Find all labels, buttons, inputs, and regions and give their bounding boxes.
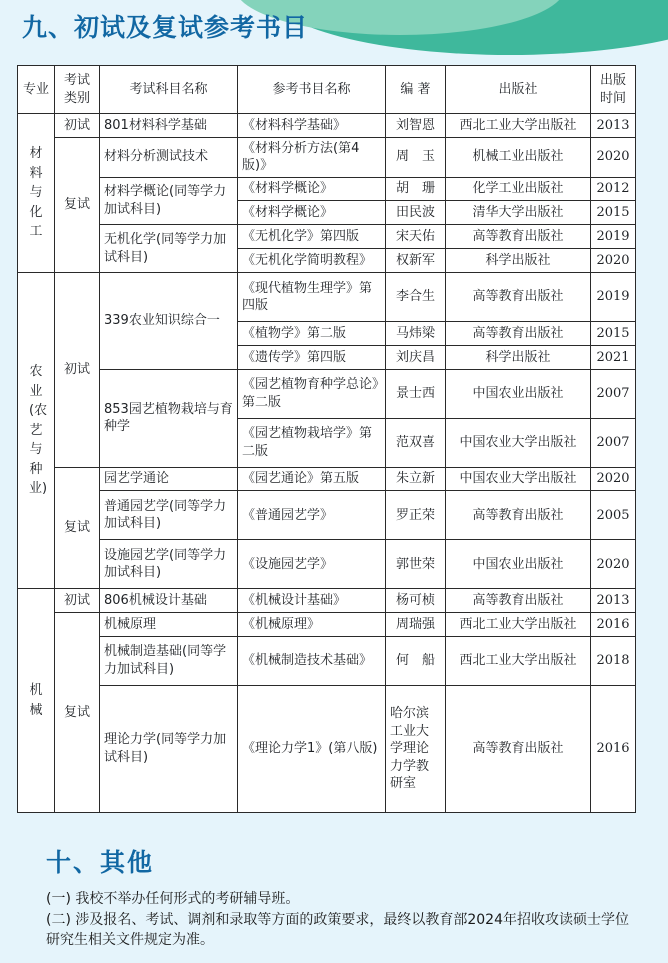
section-9-title: 九、初试及复试参考书目 <box>22 13 309 42</box>
year-cell: 2013 <box>591 114 636 138</box>
major-agriculture: 农业(农艺与种业) <box>29 364 48 497</box>
table-row <box>18 369 636 418</box>
major-cell <box>18 114 55 273</box>
publisher-cell: 中国农业大学出版社 <box>446 467 591 491</box>
type-cell: 初试 <box>55 589 100 613</box>
type-cell: 初试 <box>55 273 100 467</box>
author-cell: 李合生 <box>386 273 446 322</box>
book-cell: 《机械制造技术基础》 <box>238 637 386 686</box>
year-cell: 2019 <box>591 225 636 249</box>
subject-cell: 材料分析测试技术 <box>100 137 238 177</box>
major-mechanical: 机械 <box>29 683 43 718</box>
table-row <box>18 467 636 491</box>
publisher-cell: 西北工业大学出版社 <box>446 637 591 686</box>
book-cell: 《材料学概论》 <box>238 201 386 225</box>
author-cell: 郭世荣 <box>386 540 446 589</box>
publisher-cell: 高等教育出版社 <box>446 685 591 812</box>
year-cell: 2016 <box>591 613 636 637</box>
book-cell: 《材料分析方法(第4版)》 <box>238 137 386 177</box>
author-cell: 朱立新 <box>386 467 446 491</box>
type-cell: 复试 <box>55 467 100 589</box>
year-cell: 2015 <box>591 201 636 225</box>
table-row <box>18 273 636 322</box>
publisher-cell: 中国农业出版社 <box>446 369 591 418</box>
book-cell: 《理论力学1》(第八版) <box>238 685 386 812</box>
author-cell: 刘智恩 <box>386 114 446 138</box>
book-cell: 《植物学》第二版 <box>238 322 386 346</box>
section-10-title: 十、其他 <box>46 848 155 877</box>
year-cell: 2019 <box>591 273 636 322</box>
subject-cell: 设施园艺学(同等学力加试科目) <box>100 540 238 589</box>
publisher-cell: 高等教育出版社 <box>446 225 591 249</box>
author-cell: 宋天佑 <box>386 225 446 249</box>
type-cell: 复试 <box>55 613 100 813</box>
subject-cell: 无机化学(同等学力加试科目) <box>100 225 238 273</box>
table-row <box>18 685 636 812</box>
publisher-cell: 中国农业出版社 <box>446 540 591 589</box>
table-row <box>18 137 636 177</box>
reference-books-table <box>17 65 636 813</box>
author-cell: 哈尔滨工业大学理论力学教研室 <box>386 685 446 812</box>
table-row <box>18 491 636 540</box>
other-note-2: (二) 涉及报名、考试、调剂和录取等方面的政策要求，最终以教育部2024年招收攻读硕士学位研究生相关文件规定为准。 <box>46 912 630 948</box>
book-cell: 《遗传学》第四版 <box>238 345 386 369</box>
type-cell: 初试 <box>55 114 100 138</box>
publisher-cell: 西北工业大学出版社 <box>446 114 591 138</box>
year-cell: 2020 <box>591 540 636 589</box>
book-cell: 《材料学概论》 <box>238 177 386 201</box>
publisher-cell: 化学工业出版社 <box>446 177 591 201</box>
table-row <box>18 589 636 613</box>
author-cell: 胡 珊 <box>386 177 446 201</box>
year-cell: 2005 <box>591 491 636 540</box>
subject-cell: 339农业知识综合一 <box>100 273 238 370</box>
book-cell: 《机械原理》 <box>238 613 386 637</box>
table-row <box>18 225 636 249</box>
year-cell: 2020 <box>591 249 636 273</box>
year-cell: 2012 <box>591 177 636 201</box>
author-cell: 马炜梁 <box>386 322 446 346</box>
subject-cell: 园艺学通论 <box>100 467 238 491</box>
table-row <box>18 114 636 138</box>
subject-cell: 材料学概论(同等学力加试科目) <box>100 177 238 225</box>
type-cell: 复试 <box>55 137 100 272</box>
publisher-cell: 高等教育出版社 <box>446 589 591 613</box>
subject-cell: 机械制造基础(同等学力加试科目) <box>100 637 238 686</box>
year-cell: 2007 <box>591 369 636 418</box>
major-materials: 材料与化工 <box>29 146 43 240</box>
table-row <box>18 637 636 686</box>
author-cell: 范双喜 <box>386 418 446 467</box>
book-cell: 《设施园艺学》 <box>238 540 386 589</box>
book-cell: 《园艺植物育种学总论》第二版 <box>238 369 386 418</box>
subject-cell: 普通园艺学(同等学力加试科目) <box>100 491 238 540</box>
table-row <box>18 177 636 201</box>
year-cell: 2015 <box>591 322 636 346</box>
year-cell: 2013 <box>591 589 636 613</box>
year-cell: 2007 <box>591 418 636 467</box>
book-cell: 《园艺植物栽培学》第二版 <box>238 418 386 467</box>
header-book: 参考书目名称 <box>238 66 386 114</box>
book-cell: 《现代植物生理学》第四版 <box>238 273 386 322</box>
table-header-row <box>18 66 636 114</box>
author-cell: 何 船 <box>386 637 446 686</box>
book-cell: 《园艺通论》第五版 <box>238 467 386 491</box>
author-cell: 罗正荣 <box>386 491 446 540</box>
major-cell <box>18 589 55 813</box>
publisher-cell: 高等教育出版社 <box>446 322 591 346</box>
subject-cell: 801材料科学基础 <box>100 114 238 138</box>
author-cell: 景士西 <box>386 369 446 418</box>
author-cell: 刘庆昌 <box>386 345 446 369</box>
publisher-cell: 中国农业大学出版社 <box>446 418 591 467</box>
book-cell: 《机械设计基础》 <box>238 589 386 613</box>
subject-cell: 806机械设计基础 <box>100 589 238 613</box>
publisher-cell: 机械工业出版社 <box>446 137 591 177</box>
major-cell <box>18 273 55 589</box>
year-cell: 2018 <box>591 637 636 686</box>
subject-cell: 机械原理 <box>100 613 238 637</box>
book-cell: 《材料科学基础》 <box>238 114 386 138</box>
publisher-cell: 高等教育出版社 <box>446 491 591 540</box>
publisher-cell: 清华大学出版社 <box>446 201 591 225</box>
table-row <box>18 540 636 589</box>
header-publisher: 出版社 <box>446 66 591 114</box>
header-exam-type: 考试类别 <box>55 66 100 114</box>
book-cell: 《无机化学简明教程》 <box>238 249 386 273</box>
book-cell: 《普通园艺学》 <box>238 491 386 540</box>
other-note-1: (一) 我校不举办任何形式的考研辅导班。 <box>46 891 300 907</box>
header-year: 出版时间 <box>591 66 636 114</box>
author-cell: 周瑞强 <box>386 613 446 637</box>
publisher-cell: 科学出版社 <box>446 249 591 273</box>
publisher-cell: 科学出版社 <box>446 345 591 369</box>
year-cell: 2016 <box>591 685 636 812</box>
header-major: 专业 <box>18 66 55 114</box>
subject-cell: 理论力学(同等学力加试科目) <box>100 685 238 812</box>
subject-cell: 853园艺植物栽培与育种学 <box>100 369 238 467</box>
publisher-cell: 高等教育出版社 <box>446 273 591 322</box>
author-cell: 杨可桢 <box>386 589 446 613</box>
book-cell: 《无机化学》第四版 <box>238 225 386 249</box>
table-row <box>18 613 636 637</box>
publisher-cell: 西北工业大学出版社 <box>446 613 591 637</box>
header-subject: 考试科目名称 <box>100 66 238 114</box>
year-cell: 2020 <box>591 467 636 491</box>
year-cell: 2021 <box>591 345 636 369</box>
author-cell: 权新军 <box>386 249 446 273</box>
author-cell: 田民波 <box>386 201 446 225</box>
header-author: 编 著 <box>386 66 446 114</box>
year-cell: 2020 <box>591 137 636 177</box>
author-cell: 周 玉 <box>386 137 446 177</box>
